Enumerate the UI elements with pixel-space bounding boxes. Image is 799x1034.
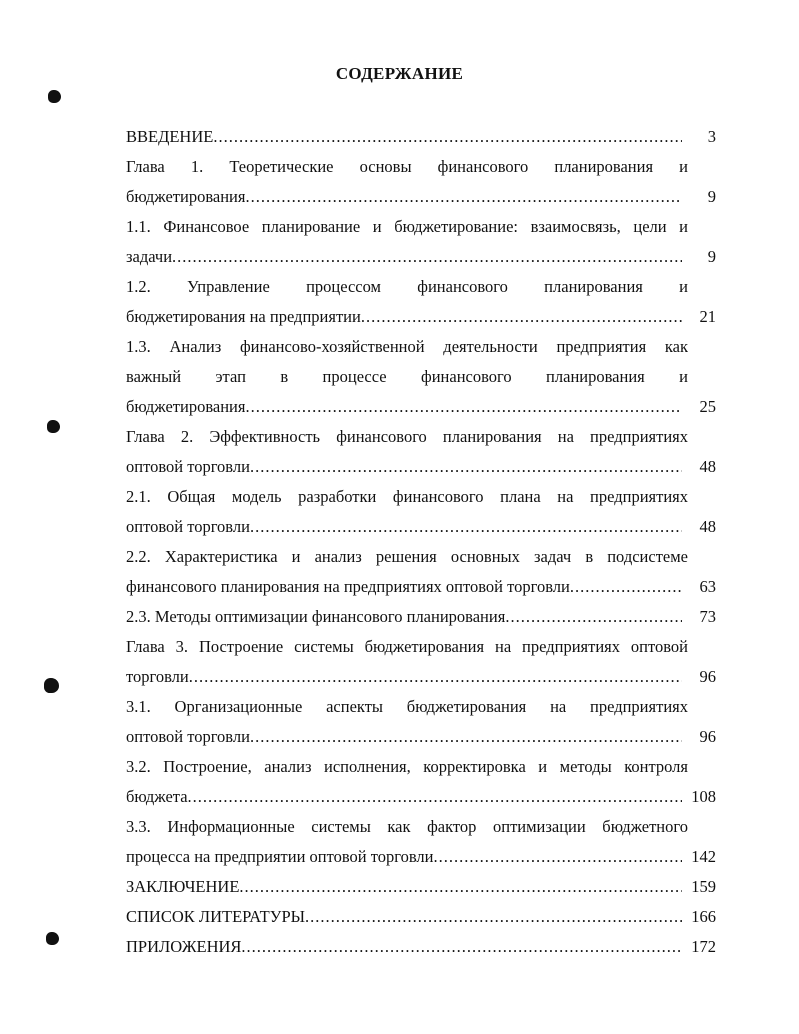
dot-leader [505,602,682,632]
toc-entry-text: бюджетирования [126,397,246,416]
toc-line [126,542,716,572]
toc-line [126,272,716,302]
toc-line [126,182,716,212]
toc-entry-text: 2.1. Общая модель разработки финансового плана на предприятиях [126,487,688,506]
toc-page-number: 73 [699,607,716,626]
toc-entry-text: СПИСОК ЛИТЕРАТУРЫ [126,907,306,926]
toc-line [126,932,716,962]
toc-line [126,812,716,842]
dot-leader [245,182,682,212]
toc-entry-text: 2.3. Методы оптимизации финансового планирования [126,607,506,626]
dot-leader [570,572,682,602]
toc-line [126,752,716,782]
dot-leader [241,932,682,962]
toc-entry-text: Глава 2. Эффективность финансового планирования на предприятиях [126,427,688,446]
dot-leader [305,902,682,932]
dot-leader [250,512,682,542]
toc-entry-text: финансового планирования на предприятиях оптовой торговли [126,577,570,596]
toc-entry-text: бюджетирования [126,187,246,206]
binding-hole-mark [48,90,61,103]
toc-page-number: 21 [699,307,716,326]
toc-entry-text: задачи [126,247,173,266]
toc-line [126,692,716,722]
page-title: СОДЕРЖАНИЕ [335,64,464,83]
toc-line [126,452,716,482]
toc-entry-text: оптовой торговли [126,457,250,476]
binding-hole-mark [47,420,60,433]
toc-page-number: 166 [691,907,716,926]
toc-line [126,422,716,452]
toc-page-number: 48 [699,517,716,536]
toc-entry-text: ВВЕДЕНИЕ [126,127,214,146]
toc-entry-text: процесса на предприятии оптовой торговли [126,847,434,866]
toc-page-number: 63 [699,577,716,596]
toc-page-number: 142 [691,847,716,866]
dot-leader [189,662,682,692]
binding-hole-mark [46,932,59,945]
dot-leader [213,122,682,152]
toc-entry-text: 3.1. Организационные аспекты бюджетирования на предприятиях [126,697,688,716]
dot-leader [361,302,682,332]
toc-entry-text: бюджета [126,787,188,806]
toc-line [126,632,716,662]
toc-line [126,302,716,332]
toc-entry-text: торговли [126,667,189,686]
toc-entry-text: 1.1. Финансовое планирование и бюджетирование: взаимосвязь, цели и [126,217,688,236]
toc-page-number: 172 [691,937,716,956]
dot-leader [188,782,682,812]
dot-leader [250,722,682,752]
toc-page-number: 96 [699,727,716,746]
toc-line [126,242,716,272]
toc-line [126,152,716,182]
toc-entry-text: 3.2. Построение, анализ исполнения, корректировка и методы контроля [126,757,688,776]
dot-leader [250,452,682,482]
toc-line [126,902,716,932]
toc-page-number: 9 [707,187,716,206]
toc-page-number: 25 [699,397,716,416]
toc-entry-text: бюджетирования на предприятии [126,307,361,326]
toc-line [126,842,716,872]
toc-page-number: 108 [691,787,716,806]
toc-page-number: 159 [691,877,716,896]
toc-line [126,512,716,542]
binding-hole-mark [44,678,59,693]
toc-line [126,362,716,392]
dot-leader [434,842,683,872]
toc-line [126,602,716,632]
dot-leader [172,242,682,272]
dot-leader [239,872,682,902]
toc-entry-text: 1.2. Управление процессом финансового планирования и [126,277,688,296]
toc-line [126,872,716,902]
toc-page-number: 48 [699,457,716,476]
toc-line [126,722,716,752]
toc-line [126,332,716,362]
toc-line [126,662,716,692]
toc-entry-text: ЗАКЛЮЧЕНИЕ [126,877,240,896]
toc-entry-text: оптовой торговли [126,727,250,746]
dot-leader [245,392,682,422]
toc-line [126,122,716,152]
toc-page-number: 3 [707,127,716,146]
toc-line [126,782,716,812]
toc-entry-text: Глава 3. Построение системы бюджетирования на предприятиях оптовой [126,637,688,656]
toc-line [126,212,716,242]
toc-page-number: 96 [699,667,716,686]
toc-entry-text: 1.3. Анализ финансово-хозяйственной деятельности предприятия как [126,337,688,356]
toc-entry-text: оптовой торговли [126,517,250,536]
toc-line [126,482,716,512]
toc-line [126,392,716,422]
table-of-contents [126,122,716,962]
toc-entry-text: Глава 1. Теоретические основы финансового планирования и [126,157,688,176]
toc-entry-text: ПРИЛОЖЕНИЯ [126,937,242,956]
toc-page-number: 9 [707,247,716,266]
toc-entry-text: 2.2. Характеристика и анализ решения основных задач в подсистеме [126,547,688,566]
toc-entry-text: важный этап в процессе финансового планирования и [126,367,688,386]
toc-line [126,572,716,602]
toc-entry-text: 3.3. Информационные системы как фактор оптимизации бюджетного [126,817,688,836]
